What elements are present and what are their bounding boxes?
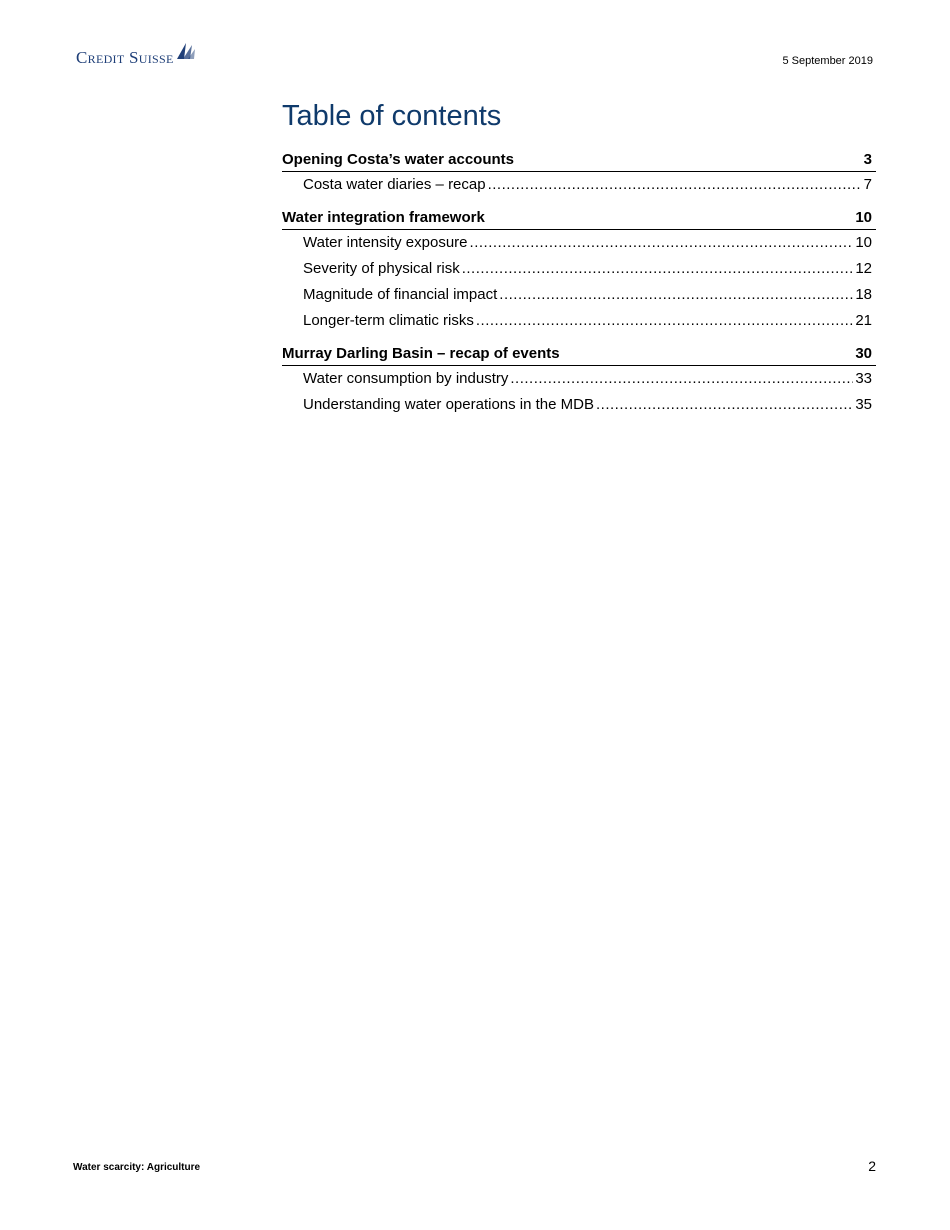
sails-logo-icon: [175, 42, 195, 60]
footer-page-number: 2: [868, 1158, 876, 1174]
table-of-contents: [282, 150, 876, 428]
entry-title: Longer-term climatic risks: [303, 312, 474, 329]
dot-leader: [462, 256, 854, 282]
toc-entry[interactable]: [282, 256, 876, 282]
dot-leader: [499, 282, 853, 308]
toc-section: [282, 208, 876, 334]
entry-page: 7: [863, 176, 872, 193]
toc-entry[interactable]: [282, 282, 876, 308]
dot-leader: [476, 308, 853, 334]
entry-page: 21: [855, 312, 872, 329]
toc-entry[interactable]: [282, 172, 876, 198]
section-page: 30: [855, 345, 872, 362]
dot-leader: [470, 230, 854, 256]
entry-title: Magnitude of financial impact: [303, 286, 498, 303]
report-date: 5 September 2019: [782, 55, 873, 67]
toc-entry[interactable]: [282, 392, 876, 418]
dot-leader: [488, 172, 862, 198]
dot-leader: [510, 366, 853, 392]
toc-section-heading[interactable]: [282, 208, 876, 230]
footer-report-title: Water scarcity: Agriculture: [73, 1162, 201, 1173]
toc-section: [282, 344, 876, 418]
toc-entry[interactable]: [282, 230, 876, 256]
entry-title: Understanding water operations in the MDB: [303, 396, 594, 413]
brand-name: Credit Suisse: [76, 48, 174, 67]
toc-section: [282, 150, 876, 198]
page-title: Table of contents: [282, 100, 502, 132]
toc-entry[interactable]: [282, 366, 876, 392]
entry-page: 10: [855, 234, 872, 251]
dot-leader: [596, 392, 853, 418]
toc-entry[interactable]: [282, 308, 876, 334]
section-title: Water integration framework: [282, 209, 485, 226]
section-page: 3: [863, 151, 872, 168]
entry-title: Severity of physical risk: [303, 260, 460, 277]
entry-page: 18: [855, 286, 872, 303]
entry-page: 33: [855, 370, 872, 387]
entry-page: 35: [855, 396, 872, 413]
toc-section-heading[interactable]: [282, 150, 876, 172]
credit-suisse-logo: [76, 42, 195, 66]
section-page: 10: [855, 209, 872, 226]
entry-title: Water consumption by industry: [303, 370, 509, 387]
section-title: Murray Darling Basin – recap of events: [282, 345, 560, 362]
entry-page: 12: [855, 260, 872, 277]
entry-title: Costa water diaries – recap: [303, 176, 486, 193]
section-title: Opening Costa’s water accounts: [282, 151, 514, 168]
toc-section-heading[interactable]: [282, 344, 876, 366]
entry-title: Water intensity exposure: [303, 234, 468, 251]
